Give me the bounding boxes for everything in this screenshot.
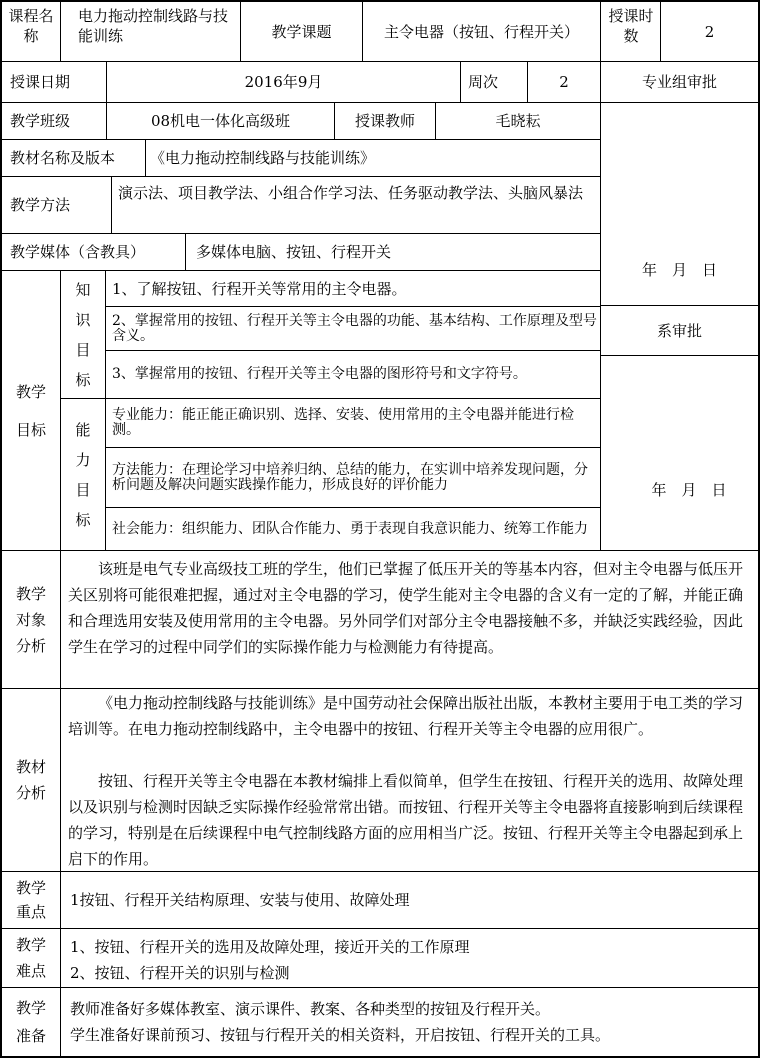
students-label: 教学对象分析: [15, 584, 46, 655]
topic-label: 教学课题: [271, 22, 332, 41]
week-label: 周次: [468, 73, 499, 91]
date-label: 授课日期: [10, 73, 71, 91]
material-paragraph: 《电力拖动控制线路与技能训练》是中国劳动社会保障出版社出版，本教材主要用于电工类的学习培训等。在电力拖动控制线路中，主令电器中的按钮、行程开关等主令电器的应用很广。: [68, 694, 744, 738]
knowledge-item: 3、掌握常用的按钮、行程开关等主令电器的图形符号和文字符号。: [112, 366, 527, 382]
method-value: 演示法、项目教学法、小组合作学习法、任务驱动教学法、头脑风暴法: [118, 184, 584, 202]
material-label: 教材分析: [15, 758, 46, 802]
teacher-value: 毛晓耘: [495, 112, 541, 130]
teacher-label: 授课教师: [354, 112, 415, 130]
date-value: 2016年9月: [244, 73, 323, 91]
class-label: 教学班级: [10, 112, 71, 130]
students-text: 该班是电气专业高级技工班的学生，他们已掌握了低压开关的等基本内容，但对主令电器与低压开关区别将可能很难把握，通过对主令电器的学习，使学生能对主令电器的含义有一定的了解，并能正确和合理选用安装及使用常用的主令电器。另外同学们对部分主令电器接触不多，并缺泛实践经验，因此学生在学习的过程中同学们的实际操作能力与检测能力有待提高。: [68, 560, 744, 656]
knowledge-item: 1、了解按钮、行程开关等常用的主令电器。: [112, 279, 407, 298]
topic: 主令电器（按钮、行程开关）: [383, 22, 579, 41]
focus-label: 教学重点: [15, 879, 46, 921]
difficulty-label: 教学难点: [15, 936, 46, 980]
knowledge-item: 2、掌握常用的按钮、行程开关等主令电器的功能、基本结构、工作原理及型号含义。: [112, 312, 597, 344]
difficulty-item: 2、按钮、行程开关的识别与检测: [70, 964, 290, 982]
week-value: 2: [559, 73, 569, 91]
prep-item: 教师准备好多媒体教室、演示课件、教案、各种类型的按钮及行程开关。: [70, 1000, 551, 1018]
group-review-label: 专业组审批: [641, 73, 717, 91]
material-paragraph: 按钮、行程开关等主令电器在本教材编排上看似简单，但学生在按钮、行程开关的选用、故障处理以及识别与检测时因缺乏实际操作经验常常出错。而按钮、行程开关等主令电器将直接影响到后续课程的学习，特别是在后续课程中电气控制线路方面的应用相当广泛。按钮、行程开关等主令电器起到承上启下的作用。: [68, 772, 744, 868]
knowledge-label: 知识目标: [75, 280, 91, 389]
media-label: 教学媒体（含教具）: [10, 243, 146, 261]
group-review-date: 年 月 日: [641, 261, 717, 279]
prep-item: 学生准备好课前预习、按钮与行程开关的相关资料，开启按钮、行程开关的工具。: [70, 1026, 611, 1044]
difficulty-item: 1、按钮、行程开关的选用及故障处理，接近开关的工作原理: [70, 938, 470, 956]
textbook-value: 《电力拖动控制线路与技能训练》: [150, 149, 376, 167]
prep-label: 教学准备: [15, 999, 46, 1045]
textbook-label: 教材名称及版本: [10, 149, 116, 167]
ability-item: 社会能力：组织能力、团队合作能力、勇于表现自我意识能力、统筹工作能力: [112, 520, 588, 537]
ability-item: 专业能力：能正能正确识别、选择、安装、使用常用的主令电器并能进行检测。: [112, 407, 574, 438]
method-label: 教学方法: [10, 196, 71, 214]
course-name: 电力拖动控制线路与技能训练: [78, 7, 229, 45]
ability-label: 能力目标: [75, 420, 91, 529]
ability-item: 方法能力：在理论学习中培养归纳、总结的能力，在实训中培养发现问题，分析问题及解决问题实践操作能力，形成良好的评价能力: [112, 461, 588, 493]
class-value: 08机电一体化高级班: [150, 112, 291, 130]
course-name-label: 课程名称: [8, 7, 54, 45]
dept-review-date: 年 月 日: [651, 481, 727, 499]
hours-label: 授课时数: [608, 7, 654, 45]
media-value: 多媒体电脑、按钮、行程开关: [196, 243, 392, 261]
objectives-label: 教学目标: [15, 382, 46, 439]
dept-review-label: 系审批: [656, 321, 702, 340]
hours-value: 2: [704, 22, 715, 41]
focus-text: 1按钮、行程开关结构原理、安装与使用、故障处理: [70, 891, 410, 909]
